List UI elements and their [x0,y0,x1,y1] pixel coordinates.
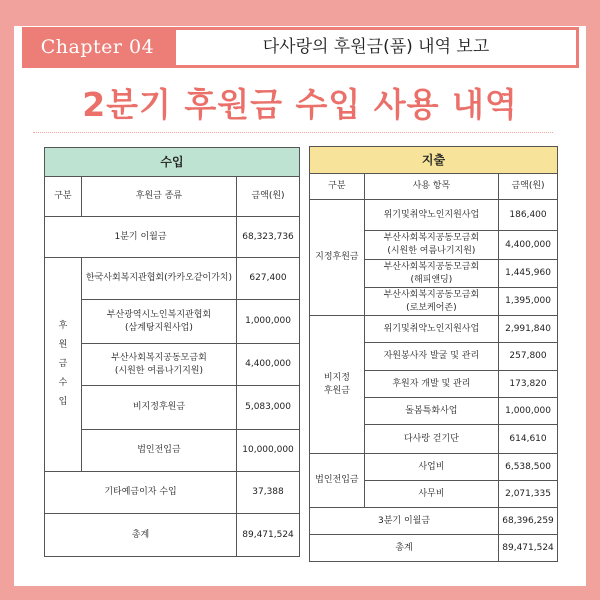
expense-item-cell: 사업비 [364,454,498,481]
expense-col-category: 구분 [310,174,365,200]
expense-amount-cell: 2,071,335 [499,481,558,508]
table-row [310,200,558,231]
expense-col-item: 사용 항목 [364,174,498,200]
income-type-cell: 비지정후원금 [81,386,236,430]
expense-item-cell: 부산사회복지공동모금회 (로보케어존) [364,288,498,316]
expense-item-cell: 돌봄특화사업 [364,398,498,425]
expense-amount-cell: 1,000,000 [499,398,558,425]
income-header: 수입 [45,148,300,177]
table-row [310,454,558,481]
income-type-cell: 부산사회복지공동모금회 (시원한 여름나기지원) [81,344,236,386]
expense-amount-cell: 614,610 [499,425,558,454]
expense-amount-cell: 257,800 [499,343,558,371]
income-col-amount: 금액(원) [237,177,300,217]
expense-col-amount: 금액(원) [499,174,558,200]
income-type-cell: 법인전입금 [81,430,236,472]
expense-carryover-label: 3분기 이월금 [310,508,499,535]
table-row [45,430,300,472]
expense-amount-cell: 186,400 [499,200,558,231]
expense-table [309,146,558,562]
expense-item-cell: 부산사회복지공동모금회 (시원한 여름나기지원) [364,231,498,260]
income-col-category: 구분 [45,177,82,217]
expense-item-cell: 위기및취약노인지원사업 [364,316,498,343]
expense-amount-cell: 4,400,000 [499,231,558,260]
income-table [44,147,300,557]
table-row [45,514,300,557]
expense-header: 지출 [310,147,558,174]
income-total-amount: 89,471,524 [237,514,300,557]
expense-item-cell: 사무비 [364,481,498,508]
income-amount-cell: 627,400 [237,258,300,300]
table-row [310,508,558,535]
chapter-subtitle: 다사랑의 후원금(품) 내역 보고 [173,27,579,68]
income-carryover-label: 1분기 이월금 [45,217,237,258]
expense-amount-cell: 173,820 [499,371,558,398]
table-row [45,386,300,430]
expense-amount-cell: 6,538,500 [499,454,558,481]
page-title: 2분기 후원금 수입 사용 내역 [82,85,518,124]
income-amount-cell: 4,400,000 [237,344,300,386]
expense-corporate-label: 법인전입금 [310,454,365,508]
expense-carryover-amount: 68,396,259 [499,508,558,535]
expense-total-amount: 89,471,524 [499,535,558,562]
chapter-badge: Chapter 04 [22,27,173,68]
income-col-type: 후원금 종류 [81,177,236,217]
expense-amount-cell: 1,395,000 [499,288,558,316]
income-type-cell: 부산광역시노인복지관협회 (삼계탕지원사업) [81,300,236,344]
expense-amount-cell: 1,445,960 [499,260,558,288]
income-amount-cell: 5,083,000 [237,386,300,430]
income-carryover-amount: 68,323,736 [237,217,300,258]
table-row [45,344,300,386]
expense-item-cell: 다사랑 걷기단 [364,425,498,454]
expense-item-cell: 위기및취약노인지원사업 [364,200,498,231]
expense-item-cell: 부산사회복지공동모금회 (해피앤딩) [364,260,498,288]
income-interest-amount: 37,388 [237,472,300,514]
expense-nondesignated-label: 비지정 후원금 [310,316,365,454]
table-row [310,316,558,343]
expense-amount-cell: 2,991,840 [499,316,558,343]
income-amount-cell: 10,000,000 [237,430,300,472]
dotted-divider [33,132,553,133]
income-amount-cell: 1,000,000 [237,300,300,344]
table-row [45,217,300,258]
table-row [310,535,558,562]
income-interest-label: 기타예금이자 수입 [45,472,237,514]
income-total-label: 총계 [45,514,237,557]
expense-item-cell: 후원자 개발 및 관리 [364,371,498,398]
expense-total-label: 총계 [310,535,499,562]
expense-designated-label: 지정후원금 [310,200,365,316]
table-row [45,258,300,300]
expense-item-cell: 자원봉사자 발굴 및 관리 [364,343,498,371]
table-row [45,300,300,344]
table-row [45,472,300,514]
income-group-label: 후 원 금 수 입 [45,258,82,472]
income-type-cell: 한국사회복지관협회(카카오같이가치) [81,258,236,300]
